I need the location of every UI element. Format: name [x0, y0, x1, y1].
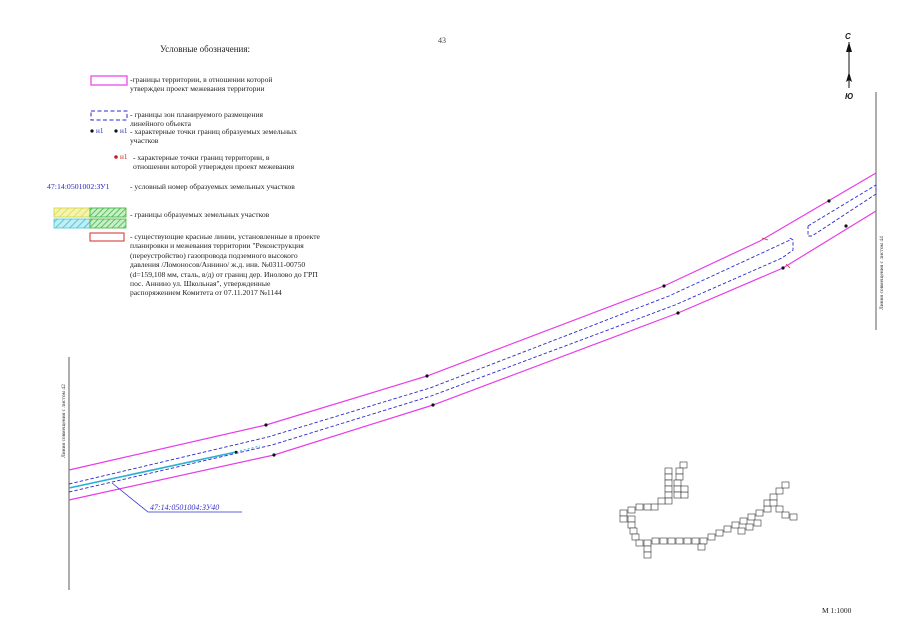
- legend-planned-zone-label: - границы зон планируемого размещения линейного объекта: [130, 110, 264, 129]
- match-line-left-label: Линия совмещения с листом 42: [61, 384, 67, 458]
- legend-point-territory-label: - характерные точки границ территории, в отношении которой утвержден проект межевания: [133, 153, 295, 172]
- planned-zone-upper: [69, 238, 790, 484]
- legend-point-parcel-marker-2: н1: [120, 127, 128, 135]
- legend-territory-label: -границы территории, в отношении которой утвержден проект межевания территории: [130, 75, 273, 94]
- legend-red-line-label: - существующие красные линии, установленные в проекте планировки и межевания территории "Реконструкция (переустройство) газопровода подземного высокого давления /Ломоносов/Аннино/ ж.д. инв. №0311-00750 (d=159,108 мм, сталь, в/д) от границ дер. Инолово до ГРП пос. Аннино ул. Школьная", утвержденные распоряжением Комитета от 07.11.2017 №1144: [130, 232, 320, 298]
- match-line-right-label: Линия совмещения с листом 44: [879, 236, 885, 310]
- parcel-label: 47:14:0501004:ЗУ40: [150, 503, 220, 512]
- territory-point-ticks: [762, 238, 790, 268]
- territory-boundary-upper: [69, 173, 876, 470]
- key-map-icon: [620, 462, 797, 558]
- legend-parcel-number-example: 47:14:0501002:ЗУ1: [47, 182, 110, 191]
- characteristic-points: [235, 199, 848, 456]
- legend-title: Условные обозначения:: [160, 44, 251, 54]
- south-label: Ю: [845, 92, 854, 101]
- legend-parcel-boundary-label: - границы образуемых земельных участков: [130, 210, 270, 219]
- legend-point-parcel-marker-1: н1: [96, 127, 104, 135]
- page-number: 43: [438, 36, 446, 45]
- legend-point-parcel-label: - характерные точки границ образуемых земельных участков: [130, 127, 297, 146]
- parcel-segment-cyan: [69, 452, 236, 488]
- territory-boundary-lower: [69, 211, 876, 500]
- legend-parcel-number-label: - условный номер образуемых земельных участков: [130, 182, 295, 191]
- north-label: С: [845, 32, 851, 41]
- parcel-segment-cyan-dash: [236, 446, 260, 452]
- legend-point-territory-marker: н1: [120, 153, 128, 161]
- north-arrow-icon: [846, 42, 852, 88]
- scale-label: М 1:1000: [822, 606, 852, 615]
